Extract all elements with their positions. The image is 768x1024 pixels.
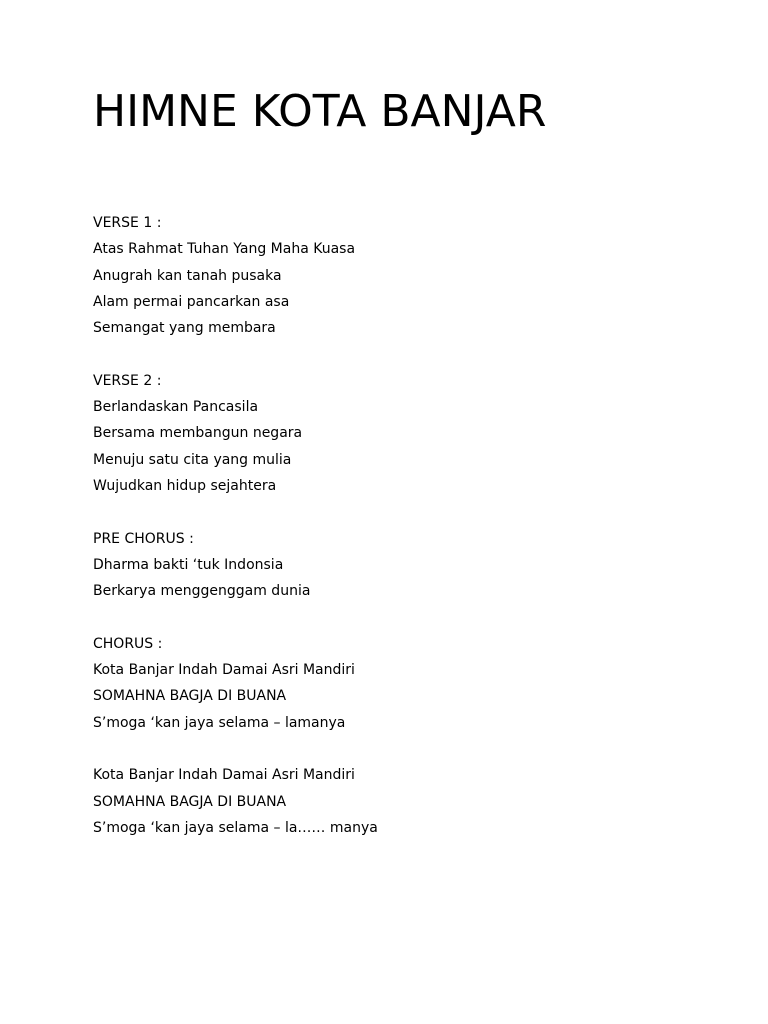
section-heading: CHORUS : xyxy=(93,635,163,652)
lyrics-body xyxy=(93,210,693,841)
lyric-line: S’moga ‘kan jaya selama – la…… manya xyxy=(93,819,378,836)
section-spacer xyxy=(93,499,693,525)
lyric-line: SOMAHNA BAGJA DI BUANA xyxy=(93,688,287,705)
section-heading: VERSE 1 : xyxy=(93,215,162,231)
page-title: HIMNE KOTA BANJAR xyxy=(93,86,547,137)
section-chorus xyxy=(93,631,693,736)
lyric-line: Semangat yang membara xyxy=(93,320,276,337)
section-heading: PRE CHORUS : xyxy=(93,530,194,547)
section-spacer xyxy=(93,604,693,630)
lyric-line: Berlandaskan Pancasila xyxy=(93,399,259,416)
section-verse-2 xyxy=(93,368,693,499)
lyric-line: Alam permai pancarkan asa xyxy=(93,293,290,310)
section-verse-1 xyxy=(93,210,693,341)
lyric-line: Bersama membangun negara xyxy=(93,425,303,442)
section-spacer xyxy=(93,736,693,762)
lyric-line: Wujudkan hidup sejahtera xyxy=(93,477,277,494)
section-spacer xyxy=(93,341,693,367)
lyric-line: Kota Banjar Indah Damai Asri Mandiri xyxy=(93,767,355,784)
lyric-line: Kota Banjar Indah Damai Asri Mandiri xyxy=(93,662,355,679)
lyric-line: SOMAHNA BAGJA DI BUANA xyxy=(93,793,287,810)
lyric-line: Berkarya menggenggam dunia xyxy=(93,583,311,600)
section-chorus-repeat xyxy=(93,762,693,841)
lyric-line: Menuju satu cita yang mulia xyxy=(93,451,292,468)
section-pre-chorus xyxy=(93,526,693,605)
section-heading: VERSE 2 : xyxy=(93,372,162,389)
lyric-line: Dharma bakti ‘tuk Indonsia xyxy=(93,556,284,573)
lyric-line: S’moga ‘kan jaya selama – lamanya xyxy=(93,714,346,731)
lyric-line: Atas Rahmat Tuhan Yang Maha Kuasa xyxy=(93,241,356,258)
lyric-line: Anugrah kan tanah pusaka xyxy=(93,267,282,284)
